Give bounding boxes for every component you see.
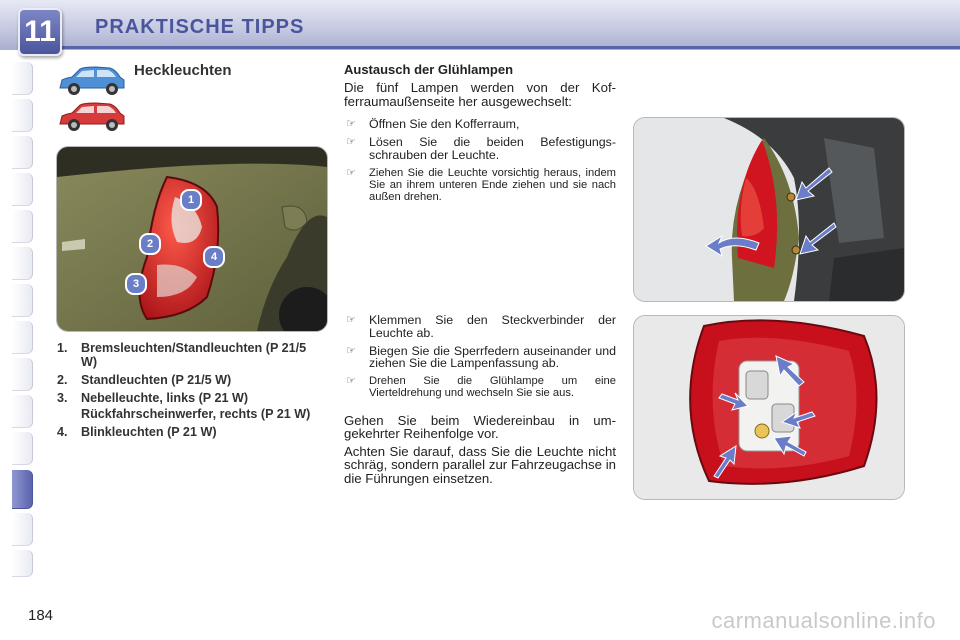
- list-item: [57, 341, 317, 369]
- page-title: PRAKTISCHE TIPPS: [95, 16, 305, 38]
- instructions-top: [344, 62, 616, 208]
- chapter-tab[interactable]: [12, 247, 33, 280]
- step-text: Lösen Sie die beiden Befestigungs-schrauben der Leuchte.: [369, 134, 616, 162]
- step-text: Klemmen Sie den Steckverbinder der Leuchte ab.: [369, 313, 616, 340]
- list-item: [57, 373, 317, 387]
- step-text: Biegen Sie die Sperrfedern auseinander und ziehen Sie die Lampenfassung ab.: [369, 343, 616, 371]
- reassembly-text: Gehen Sie beim Wiedereinbau in um-gekehrter Reihenfolge vor.: [344, 412, 616, 442]
- item-label: Standleuchten (P 21/5 W): [81, 373, 232, 387]
- step-item: [344, 167, 616, 204]
- callout-3: 3: [125, 273, 147, 295]
- item-number: 2.: [57, 373, 68, 387]
- chapter-badge: 11: [18, 8, 62, 56]
- pointing-hand-icon: ☞: [346, 375, 356, 388]
- list-item: [57, 391, 317, 405]
- chapter-tab-active[interactable]: [12, 470, 33, 509]
- chapter-tab[interactable]: [12, 136, 33, 169]
- chapter-tab[interactable]: [12, 210, 33, 243]
- rear-lamp-photo: [56, 146, 328, 332]
- step-text: Drehen Sie die Glühlampe um eine Vierteldrehung und wechseln Sie sie aus.: [369, 375, 616, 400]
- instructions-bottom: [344, 314, 616, 486]
- instructions-heading: Austausch der Glühlampen: [344, 62, 514, 77]
- callout-4: 4: [203, 246, 225, 268]
- step-item: [344, 136, 616, 162]
- step-text: Ziehen Sie die Leuchte vorsichtig heraus, indem Sie an ihrem unteren Ende ziehen und sie nach außen drehen.: [369, 166, 616, 203]
- steps-list-a: [344, 118, 616, 203]
- callout-1: 1: [180, 189, 202, 211]
- section-title: Heckleuchten: [134, 62, 232, 79]
- chapter-tab[interactable]: [12, 284, 33, 317]
- callout-2: 2: [139, 233, 161, 255]
- item-label: Rückfahrscheinwerfer, rechts (P 21 W): [81, 407, 311, 421]
- watermark: carmanualsonline.info: [711, 608, 936, 633]
- pointing-hand-icon: ☞: [346, 344, 356, 357]
- chapter-tab[interactable]: [12, 99, 33, 132]
- chapter-tab[interactable]: [12, 62, 33, 95]
- chapter-tab[interactable]: [12, 358, 33, 391]
- step-item: [344, 345, 616, 371]
- step-item: [344, 375, 616, 399]
- red-car-icon: [56, 100, 128, 134]
- step-text: Öffnen Sie den Kofferraum,: [369, 117, 520, 132]
- pointing-hand-icon: ☞: [346, 135, 356, 148]
- header-rule: [60, 46, 960, 49]
- item-number: 4.: [57, 425, 68, 439]
- item-number: 1.: [57, 341, 68, 355]
- chapter-tab[interactable]: [12, 432, 33, 465]
- step-item: [344, 118, 616, 131]
- chapter-tab[interactable]: [12, 513, 33, 546]
- alignment-text: Achten Sie darauf, dass Sie die Leuchte nicht schräg, sondern parallel zur Fahrzeugachse in die Führungen einsetzen.: [344, 443, 616, 486]
- pointing-hand-icon: ☞: [346, 118, 356, 131]
- chapter-tabs: [12, 62, 32, 576]
- lamp-housing-photo: [633, 315, 905, 500]
- blue-car-icon: [56, 64, 128, 98]
- intro-text: Die fünf Lampen werden von der Kof-ferraumaußenseite her ausgewechselt:: [344, 80, 616, 109]
- chapter-tab[interactable]: [12, 173, 33, 206]
- chapter-tab[interactable]: [12, 395, 33, 428]
- list-item: [57, 425, 317, 439]
- chapter-tab[interactable]: [12, 321, 33, 354]
- step-item: [344, 314, 616, 340]
- list-item: [57, 407, 317, 421]
- pointing-hand-icon: ☞: [346, 314, 356, 326]
- item-number: 3.: [57, 391, 68, 405]
- steps-list-b: [344, 314, 616, 400]
- boot-photo: [633, 117, 905, 302]
- chapter-tab[interactable]: [12, 550, 33, 577]
- item-label: Bremsleuchten/Standleuchten (P 21/5 W): [81, 341, 307, 369]
- pointing-hand-icon: ☞: [346, 166, 356, 179]
- page-number: 184: [28, 607, 54, 624]
- item-label: Blinkleuchten (P 21 W): [81, 425, 217, 439]
- lamp-list: [57, 341, 317, 443]
- item-label: Nebelleuchte, links (P 21 W): [81, 391, 249, 405]
